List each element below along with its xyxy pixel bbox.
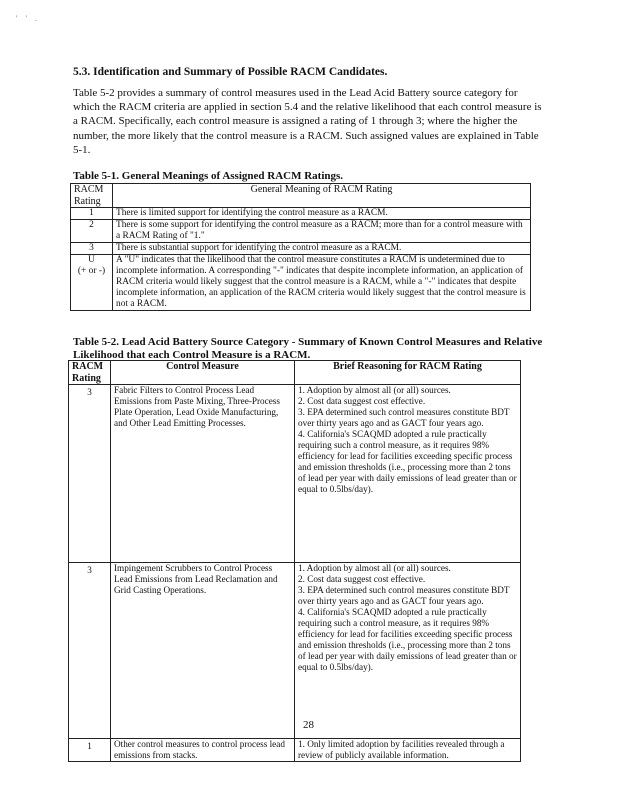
table1-meaning-cell: There is substantial support for identifying the control measure as a RACM. bbox=[113, 243, 531, 255]
table2-rating-cell: 3 bbox=[69, 563, 111, 739]
table2-rating-cell: 1 bbox=[69, 739, 111, 762]
table-row bbox=[69, 385, 521, 563]
table1-caption: Table 5-1. General Meanings of Assigned RACM Ratings. bbox=[73, 170, 344, 182]
table2-measure-cell: Other control measures to control process lead emissions from stacks. bbox=[111, 739, 295, 762]
table1-meaning-cell: There is limited support for identifying the control measure as a RACM. bbox=[113, 208, 531, 220]
table-row bbox=[71, 255, 531, 311]
control-measures-table bbox=[68, 360, 521, 762]
reasoning-item: 3. EPA determined such control measures constitute BDT over thirty years ago and as GACT four years ago. bbox=[298, 407, 510, 428]
reasoning-item: 4. California's SCAQMD adopted a rule practically requiring such a control measure, as it requires 98% efficiency for lead for facilities exceeding specific process and emission thresholds (i.e., processing more than 2 tons of lead per year with daily emissions of lead greater than or equal to 0.5lbs/day). bbox=[298, 429, 517, 494]
table1-rating-cell: 1 bbox=[71, 208, 113, 220]
table-row bbox=[71, 208, 531, 220]
table1-header-meaning: General Meaning of RACM Rating bbox=[113, 184, 531, 208]
table2-measure-cell: Impingement Scrubbers to Control Process Lead Emissions from Lead Reclamation and Grid Casting Operations. bbox=[111, 563, 295, 739]
reasoning-item: 4. California's SCAQMD adopted a rule practically requiring such a control measure, as it requires 98% efficiency for lead for facilities exceeding specific process and emission thresholds (i.e., processing more than 2 tons of lead per year with daily emissions of lead greater than or equal to 0.5lbs/day). bbox=[298, 607, 517, 672]
table2-header-rating: RACM Rating bbox=[69, 361, 111, 385]
intro-paragraph: Table 5-2 provides a summary of control measures used in the Lead Acid Battery source category for which the RACM criteria are applied in section 5.4 and the relative likelihood that each control measure is a RACM. Specifically, each control measure is assigned a rating of 1 through 3; where the higher the number, the more likely that the control measure is a RACM. Such assigned values are explained in Table 5-1. bbox=[73, 87, 542, 156]
table2-reasoning-cell bbox=[295, 739, 521, 762]
table1-rating-cell bbox=[71, 255, 113, 311]
table1-meaning-cell: There is some support for identifying the control measure as a RACM; more than for a control measure with a RACM Rating of "1." bbox=[113, 220, 531, 243]
table-row bbox=[71, 243, 531, 255]
reasoning-item: 1. Adoption by almost all (or all) sources. bbox=[298, 385, 451, 395]
table2-header-row bbox=[69, 361, 521, 385]
table1-meaning-cell: A "U" indicates that the likelihood that the control measure constitutes a RACM is undetermined due to incomplete information. A corresponding "-" indicates that despite incomplete information, an application of RACM criteria would likely suggest that the control measure is a RACM, while a "-" indicates that despite incomplete information, an application of the RACM criteria would likely suggest that the control measure is not a RACM. bbox=[113, 255, 531, 311]
rating-letter: U bbox=[88, 255, 95, 265]
table1-header-row bbox=[71, 184, 531, 208]
reasoning-item: 2. Cost data suggest cost effective. bbox=[298, 574, 426, 584]
reasoning-item: 2. Cost data suggest cost effective. bbox=[298, 396, 426, 406]
table2-reasoning-cell bbox=[295, 385, 521, 563]
rating-sign: (+ or -) bbox=[77, 266, 106, 276]
table2-rating-cell: 3 bbox=[69, 385, 111, 563]
reasoning-item: 3. EPA determined such control measures constitute BDT over thirty years ago and as GACT four years ago. bbox=[298, 585, 510, 606]
table2-header-reasoning: Brief Reasoning for RACM Rating bbox=[295, 361, 521, 385]
reasoning-item: 1. Adoption by almost all (or all) sources. bbox=[298, 563, 451, 573]
table2-header-measure: Control Measure bbox=[111, 361, 295, 385]
table1-header-rating: RACM Rating bbox=[71, 184, 113, 208]
table2-measure-cell: Fabric Filters to Control Process Lead Emissions from Paste Mixing, Three-Process Plate Operation, Lead Oxide Manufacturing, and Other Lead Emitting Processes. bbox=[111, 385, 295, 563]
reasoning-item: 1. Only limited adoption by facilities revealed through a review of publicly available information. bbox=[298, 739, 505, 760]
page-number: 28 bbox=[303, 719, 314, 731]
scan-marks: ' ' . bbox=[16, 14, 40, 23]
table2-reasoning-cell bbox=[295, 563, 521, 739]
table-row bbox=[69, 563, 521, 739]
table-row bbox=[71, 220, 531, 243]
section-heading: 5.3. Identification and Summary of Possible RACM Candidates. bbox=[73, 66, 388, 78]
table1-rating-cell: 2 bbox=[71, 220, 113, 243]
table2-caption: Table 5-2. Lead Acid Battery Source Category - Summary of Known Control Measures and Relative Likelihood that each Control Measure is a RACM. bbox=[73, 336, 543, 361]
table-row bbox=[69, 739, 521, 762]
racm-ratings-table bbox=[70, 183, 531, 311]
table1-rating-cell: 3 bbox=[71, 243, 113, 255]
